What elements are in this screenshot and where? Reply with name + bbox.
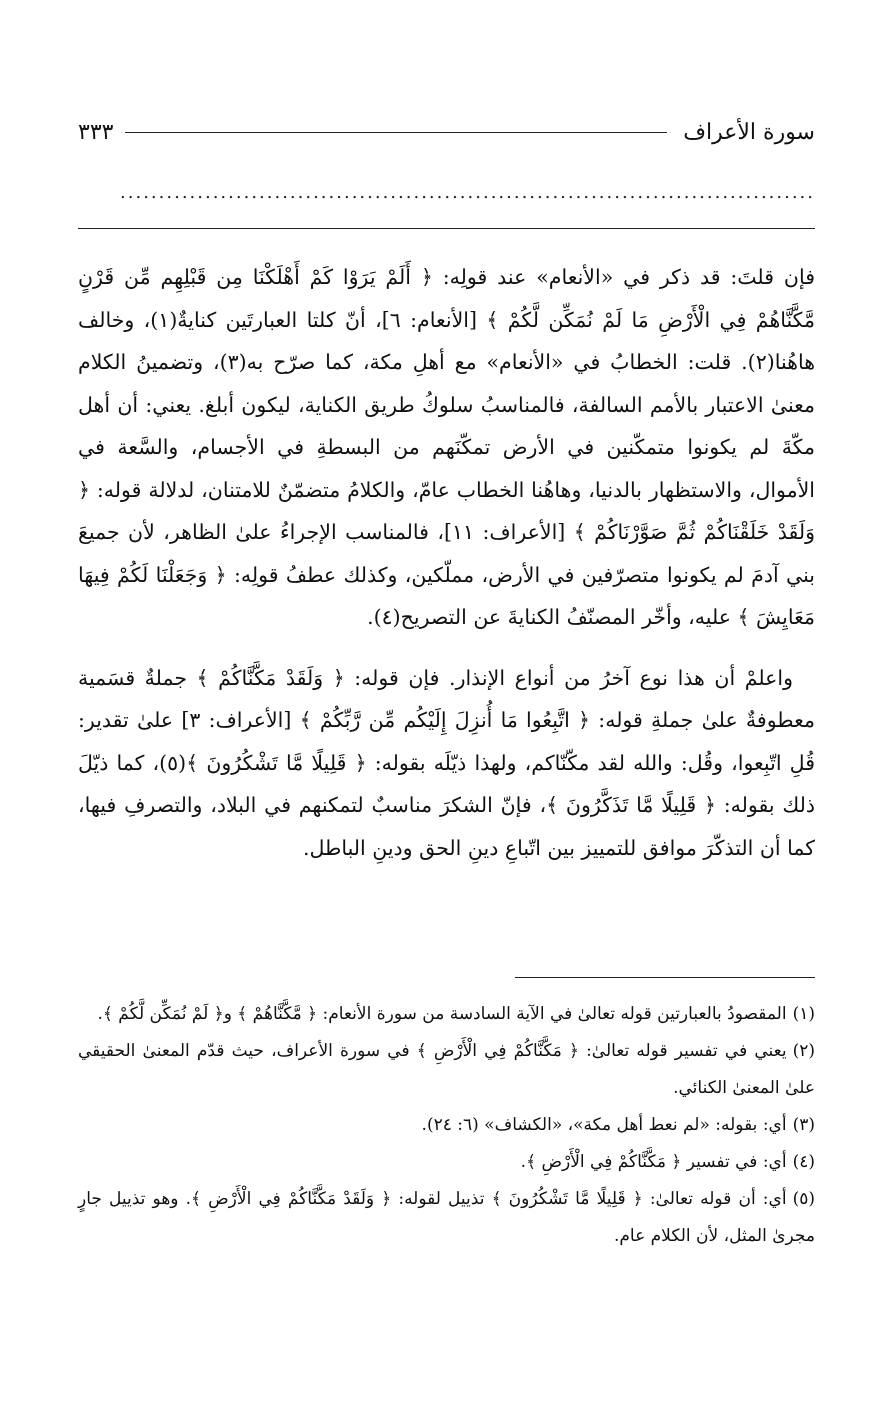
page-header [78,112,815,152]
text-top-rule [78,228,815,229]
header-rule [125,132,667,133]
footnote-1 [78,996,815,1033]
footnotes [78,996,815,1255]
dotted-separator: .......................................................................................... [120,186,815,200]
footnote-text: يعني في تفسير قوله تعالىٰ: ﴿ مَكَّنَّاكُمْ فِي الْأَرْضِ ﴾ في سورة الأعراف، حيث قدّم المعنىٰ الحقيقي علىٰ المعنىٰ الكنائي. [78,1041,815,1098]
footnote-rule [515,977,815,978]
book-page [78,0,815,1407]
paragraph-1: فإن قلتَ: قد ذكر في «الأنعام» عند قولِه: ﴿ أَلَمْ يَرَوْا كَمْ أَهْلَكْنَا مِن قَبْلِهِم مِّن قَرْنٍ مَّكَّنَّاهُمْ فِي الْأَرْضِ مَا لَمْ نُمَكِّن لَّكُمْ ﴾ [الأنعام: ٦]، أنّ كلتا العبارتَين كنايةٌ(١)، وخالف هاهُنا(٢). قلت: الخطابُ في «الأنعام» مع أهلِ مكة، كما صرّح به(٣)، وتضمينُ الكلام معنىٰ الاعتبار بالأمم السالفة، فالمناسبُ سلوكُ طريق الكناية، ليكون أبلغ. يعني: أن أهل مكّةَ لم يكونوا متمكّنين في الأرض تمكّنَهم من البسطةِ في الأجسام، والسَّعة في الأموال، والاستظهار بالدنيا، وهاهُنا الخطاب عامّ، والكلامُ متضمّنٌ للامتنان، لدلالة قوله: ﴿ وَلَقَدْ خَلَقْنَاكُمْ ثُمَّ صَوَّرْنَاكُمْ ﴾ [الأعراف: ١١]، فالمناسب الإجراءُ علىٰ الظاهر، لأن جميعَ بني آدمَ لم يكونوا متصرّفين في الأرض، مملّكين، وكذلك عطفُ قولِه: ﴿ وَجَعَلْنَا لَكُمْ فِيهَا مَعَايِشَ ﴾ عليه، وأخّر المصنّفُ الكنايةَ عن التصريح(٤). [78,265,816,629]
main-text [78,256,815,869]
footnote-number: (٣) [792,1115,815,1135]
footnote-text: المقصودُ بالعبارتين قوله تعالىٰ في الآية السادسة من سورة الأنعام: ﴿ مَّكَّنَّاهُمْ ﴾ و﴿ لَمْ نُمَكِّن لَّكُمْ ﴾. [97,1004,787,1024]
footnote-text: أي: أن قوله تعالىٰ: ﴿ قَلِيلًا مَّا تَشْكُرُونَ ﴾ تذييل لقوله: ﴿ وَلَقَدْ مَكَّنَّاكُمْ فِي الْأَرْضِ ﴾. وهو تذييل جارٍ مجرىٰ المثل، لأن الكلام عام. [78,1189,815,1246]
footnote-number: (٥) [792,1189,815,1209]
paragraph-2: واعلمْ أن هذا نوع آخرُ من أنواع الإنذار. فإن قوله: ﴿ وَلَقَدْ مَكَّنَّاكُمْ ﴾ جملةٌ قسَمية معطوفةٌ علىٰ جملةِ قوله: ﴿ اتَّبِعُوا مَا أُنزِلَ إِلَيْكُم مِّن رَّبِّكُمْ ﴾ [الأعراف: ٣] علىٰ تقدير: قُلِ اتّبِعوا، وقُل: والله لقد مكّنّاكم، ولهذا ذيّلَه بقوله: ﴿ قَلِيلًا مَّا تَشْكُرُونَ ﴾(٥)، كما ذيّلَ ذلك بقوله: ﴿ قَلِيلًا مَّا تَذَكَّرُونَ ﴾، فإنّ الشكرَ مناسبٌ لتمكنهم في البلاد، والتصرفِ فيها، كما أن التذكّرَ موافق للتمييز بين اتّباعِ دينِ الحق ودينِ الباطل. [78,665,815,860]
footnote-3 [78,1107,815,1144]
footnote-text: أي: في تفسير ﴿ مَكَّنَّاكُمْ فِي الْأَرْضِ ﴾. [520,1152,787,1172]
footnote-4 [78,1144,815,1181]
page-number: ٣٣٣ [78,119,114,145]
surah-title: سورة الأعراف [683,119,815,145]
footnote-5 [78,1181,815,1255]
footnote-number: (٤) [792,1152,815,1172]
footnote-number: (٢) [792,1041,815,1061]
footnote-2 [78,1033,815,1107]
footnote-number: (١) [792,1004,815,1024]
footnote-text: أي: بقوله: «لم نعط أهل مكة»، «الكشاف» (٦: ٢٤). [421,1115,787,1135]
